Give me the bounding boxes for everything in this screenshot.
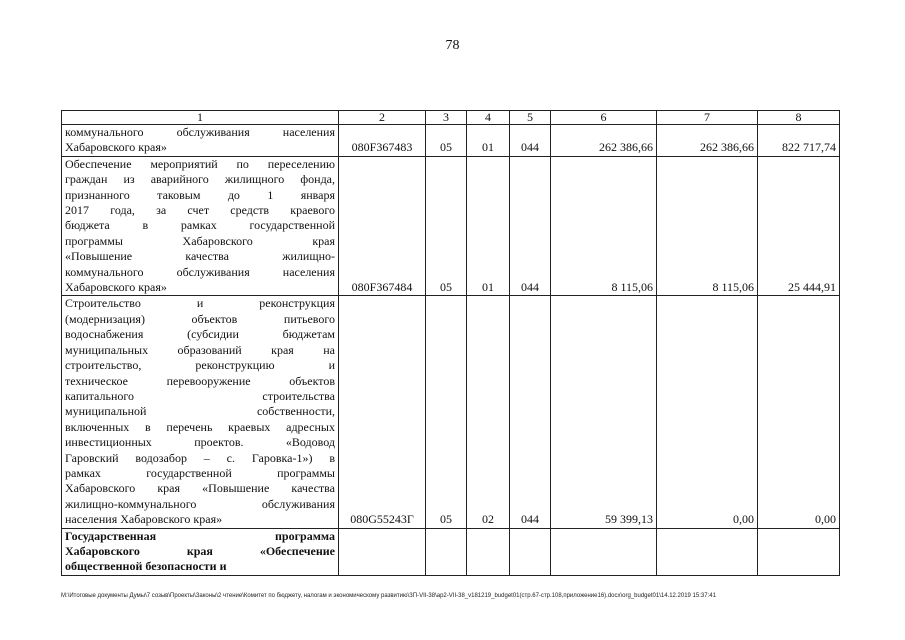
section-cell xyxy=(426,528,467,575)
subsection-cell: 02 xyxy=(467,296,510,528)
description-line: программы Хабаровского края xyxy=(65,233,335,248)
amount-cell: 262 386,66 xyxy=(551,125,657,157)
amount-cell: 822 717,74 xyxy=(758,125,840,157)
description-line: строительство, реконструкцию и xyxy=(65,358,335,373)
description-line: включенных в перечень краевых адресных xyxy=(65,419,335,434)
table-row xyxy=(62,125,840,157)
table-row xyxy=(62,156,840,296)
description-line: бюджета в рамках государственной xyxy=(65,218,335,233)
description-line: (модернизация) объектов питьевого xyxy=(65,311,335,326)
description-line: муниципальной собственности, xyxy=(65,404,335,419)
column-header: 4 xyxy=(467,111,510,125)
section-cell: 05 xyxy=(426,296,467,528)
description-line: муниципальных образований края на xyxy=(65,342,335,357)
description-line: инвестиционных проектов. «Водовод xyxy=(65,435,335,450)
amount-cell xyxy=(758,528,840,575)
description-line: Хабаровского края» xyxy=(65,280,167,295)
row-description xyxy=(62,528,339,575)
description-line: коммунального обслуживания населения xyxy=(65,125,335,139)
amount-cell: 0,00 xyxy=(657,296,758,528)
description-line: техническое перевооружение объектов xyxy=(65,373,335,388)
description-line: капитального строительства xyxy=(65,388,335,403)
budget-code-cell: 080G55243Г xyxy=(339,296,426,528)
row-description xyxy=(62,125,339,157)
amount-cell: 25 444,91 xyxy=(758,156,840,296)
column-header-row xyxy=(62,111,840,125)
section-cell: 05 xyxy=(426,156,467,296)
column-header: 2 xyxy=(339,111,426,125)
expense-type-cell: 044 xyxy=(510,125,551,157)
description-line: Строительство и реконструкция xyxy=(65,296,335,311)
budget-code-cell: 080F367484 xyxy=(339,156,426,296)
expense-type-cell xyxy=(510,528,551,575)
amount-cell xyxy=(551,528,657,575)
description-line: Обеспечение мероприятий по переселению xyxy=(65,156,335,171)
amount-cell: 8 115,06 xyxy=(657,156,758,296)
table-row xyxy=(62,528,840,575)
document-footer-path: M:\Итоговые документы Думы\7 созыв\Проекты\Законы\2 чтение\Комитет по бюджету, налогам и экономическому развитию\ЗП-VII-38\ар2-VII-38_v181219_budget01(стр.67-стр.108,приложение16).docx\org_budget01\14.12.2019 15:37:41 xyxy=(61,593,716,599)
description-line: общественной безопасности и xyxy=(65,559,227,574)
description-line: граждан из аварийного жилищного фонда, xyxy=(65,172,335,187)
table-row xyxy=(62,296,840,528)
amount-cell xyxy=(657,528,758,575)
amount-cell: 262 386,66 xyxy=(657,125,758,157)
description-line: Государственная программа xyxy=(65,528,335,543)
budget-table xyxy=(61,110,840,576)
subsection-cell: 01 xyxy=(467,156,510,296)
description-line: населения Хабаровского края» xyxy=(65,512,223,527)
budget-code-cell: 080F367483 xyxy=(339,125,426,157)
amount-cell: 59 399,13 xyxy=(551,296,657,528)
column-header: 6 xyxy=(551,111,657,125)
description-line: 2017 года, за счет средств краевого xyxy=(65,203,335,218)
description-line: Гаровский водозабор – с. Гаровка-1») в xyxy=(65,450,335,465)
description-line: жилищно-коммунального обслуживания xyxy=(65,496,335,511)
expense-type-cell: 044 xyxy=(510,156,551,296)
description-line: рамках государственной программы xyxy=(65,465,335,480)
row-description xyxy=(62,156,339,296)
column-header: 3 xyxy=(426,111,467,125)
description-line: коммунального обслуживания населения xyxy=(65,264,335,279)
description-line: признанного таковым до 1 января xyxy=(65,187,335,202)
section-cell: 05 xyxy=(426,125,467,157)
column-header: 5 xyxy=(510,111,551,125)
description-line: водоснабжения (субсидии бюджетам xyxy=(65,327,335,342)
amount-cell: 8 115,06 xyxy=(551,156,657,296)
subsection-cell xyxy=(467,528,510,575)
description-line: «Повышение качества жилищно- xyxy=(65,249,335,264)
description-line: Хабаровского края» xyxy=(65,140,167,155)
row-description xyxy=(62,296,339,528)
amount-cell: 0,00 xyxy=(758,296,840,528)
budget-code-cell xyxy=(339,528,426,575)
column-header: 8 xyxy=(758,111,840,125)
page-number: 78 xyxy=(445,38,460,53)
description-line: Хабаровского края «Обеспечение xyxy=(65,543,335,558)
expense-type-cell: 044 xyxy=(510,296,551,528)
subsection-cell: 01 xyxy=(467,125,510,157)
column-header: 1 xyxy=(62,111,339,125)
description-line: Хабаровского края «Повышение качества xyxy=(65,481,335,496)
column-header: 7 xyxy=(657,111,758,125)
